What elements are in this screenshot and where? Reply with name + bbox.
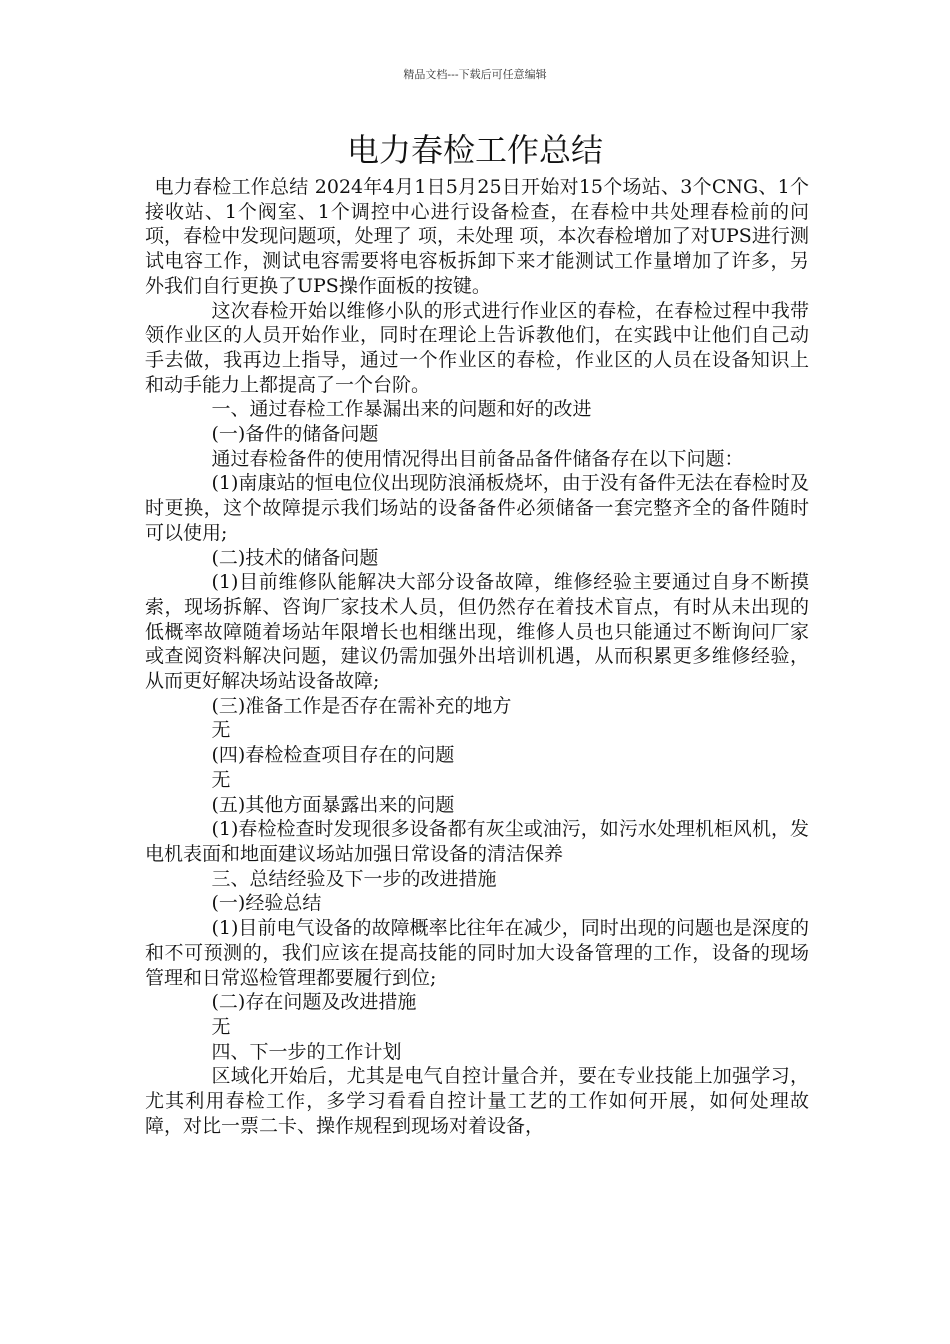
list-item: (1)春检检查时发现很多设备都有灰尘或油污，如污水处理机柜风机，发电机表面和地面建议场站加强日常设备的清洁保养 [145, 818, 809, 865]
section-heading: 三、总结经验及下一步的改进措施 [211, 867, 497, 890]
paragraph: 无 [211, 768, 231, 791]
subsection-heading: (五)其他方面暴露出来的问题 [211, 793, 455, 816]
subsection-heading: (二)技术的储备问题 [211, 546, 379, 569]
section-heading: 一、通过春检工作暴漏出来的问题和好的改进 [211, 398, 592, 421]
list-item: (1)南康站的恒电位仪出现防浪涌板烧坏，由于没有备件无法在春检时及时更换，这个故障提示我们场站的设备备件必须储备一套完整齐全的备件随时可以使用; [145, 472, 809, 544]
paragraph: 区域化开始后，尤其是电气自控计量合并，要在专业技能上加强学习，尤其利用春检工作，多学习看看自控计量工艺的工作如何开展，如何处理故障，对比一票二卡、操作规程到现场对着设备， [145, 1065, 809, 1137]
subsection-heading: (一)经验总结 [211, 892, 322, 915]
document-body [145, 175, 809, 1138]
list-item: (1)目前维修队能解决大部分设备故障，维修经验主要通过自身不断摸索，现场拆解、咨询厂家技术人员，但仍然存在着技术盲点，有时从未出现的低概率故障随着场站年限增长也相继出现，维修人员也只能通过不断询问厂家或查阅资料解决问题，建议仍需加强外出培训机遇，从而积累更多维修经验，从而更好解决场站设备故障; [145, 571, 809, 693]
subsection-heading: (三)准备工作是否存在需补充的地方 [211, 694, 512, 717]
page-header: 精品文档---下载后可任意编辑 [403, 68, 547, 81]
paragraph: 无 [211, 1015, 231, 1038]
subsection-heading: (二)存在问题及改进措施 [211, 991, 417, 1014]
subsection-heading: (四)春检检查项目存在的问题 [211, 744, 455, 767]
section-heading: 四、下一步的工作计划 [211, 1040, 402, 1063]
paragraph: 无 [211, 719, 231, 742]
paragraph: 通过春检备件的使用情况得出目前备品备件储备存在以下问题： [211, 447, 744, 470]
document-title: 电力春检工作总结 [346, 131, 603, 169]
paragraph: 这次春检开始以维修小队的形式进行作业区的春检，在春检过程中我带领作业区的人员开始作业，同时在理论上告诉教他们，在实践中让他们自己动手去做，我再边上指导，通过一个作业区的春检，作业区的人员在设备知识上和动手能力上都提高了一个台阶。 [145, 299, 809, 396]
subsection-heading: (一)备件的储备问题 [211, 423, 379, 446]
list-item: (1)目前电气设备的故障概率比往年在减少，同时出现的问题也是深度的和不可预测的，我们应该在提高技能的同时加大设备管理的工作，设备的现场管理和日常巡检管理都要履行到位; [145, 917, 809, 989]
paragraph-intro: 电力春检工作总结 2024年4月1日5月25日开始对15个场站、3个CNG、1个接收站、1个阀室、1个调控中心进行设备检查，在春检中共处理春检前的问 项，春检中发现问题项，处理了 项，未处理 项，本次春检增加了对UPS进行测试电容工作，测试电容需要将电容板拆卸下来才能测试工作量增加了许多，另外我们自行更换了UPS操作面板的按键。 [145, 176, 809, 297]
